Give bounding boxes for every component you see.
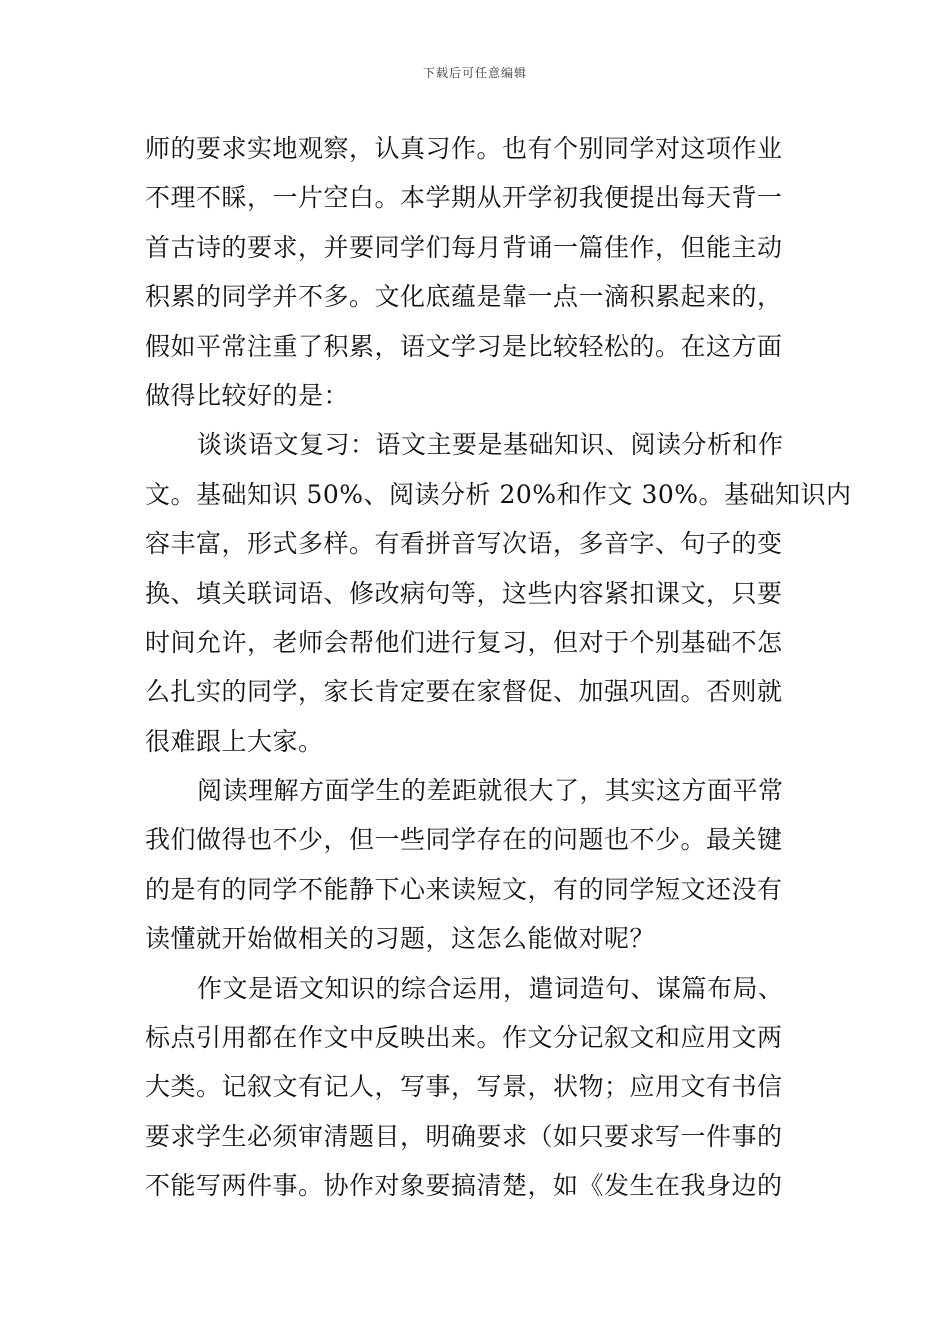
text-line: 首古诗的要求，并要同学们每月背诵一篇佳作，但能主动 <box>145 232 783 262</box>
text-line: 读懂就开始做相关的习题，这怎么能做对呢？ <box>145 924 656 954</box>
document-body <box>145 124 852 1211</box>
text-line: 时间允许，老师会帮他们进行复习，但对于个别基础不怎 <box>145 627 783 657</box>
page-header: 下载后可任意编辑 <box>422 66 527 80</box>
text-line: 不理不睬，一片空白。本学期从开学初我便提出每天背一 <box>145 183 783 213</box>
text-line: 假如平常注重了积累，语文学习是比较轻松的。在这方面 <box>145 331 783 361</box>
text-line: 阅读理解方面学生的差距就很大了，其实这方面平常 <box>197 776 784 806</box>
text-line: 积累的同学并不多。文化底蕴是靠一点一滴积累起来的， <box>145 282 783 312</box>
text-line: 么扎实的同学，家长肯定要在家督促、加强巩固。否则就 <box>145 677 783 707</box>
text-line: 标点引用都在作文中反映出来。作文分记叙文和应用文两 <box>145 1023 783 1053</box>
text-line: 文。基础知识 50%、阅读分析 20%和作文 30%。基础知识内 <box>145 479 852 509</box>
text-line: 很难跟上大家。 <box>145 726 324 756</box>
text-line: 容丰富，形式多样。有看拼音写次语，多音字、句子的变 <box>145 529 783 559</box>
text-line: 要求学生必须审清题目，明确要求（如只要求写一件事的 <box>145 1121 783 1151</box>
text-line: 做得比较好的是： <box>145 380 350 410</box>
text-line: 大类。记叙文有记人，写事，写景，状物；应用文有书信 <box>145 1072 783 1102</box>
text-line: 师的要求实地观察，认真习作。也有个别同学对这项作业 <box>145 134 783 163</box>
text-line: 的是有的同学不能静下心来读短文，有的同学短文还没有 <box>145 874 783 904</box>
text-line: 谈谈语文复习：语文主要是基础知识、阅读分析和作 <box>197 430 784 460</box>
text-line: 我们做得也不少，但一些同学存在的问题也不少。最关键 <box>145 825 783 855</box>
text-line: 作文是语文知识的综合运用，遣词造句、谋篇布局、 <box>197 973 784 1003</box>
text-line: 换、填关联词语、修改病句等，这些内容紧扣课文，只要 <box>145 578 783 608</box>
text-line: 不能写两件事。协作对象要搞清楚，如《发生在我身边的 <box>145 1171 783 1201</box>
